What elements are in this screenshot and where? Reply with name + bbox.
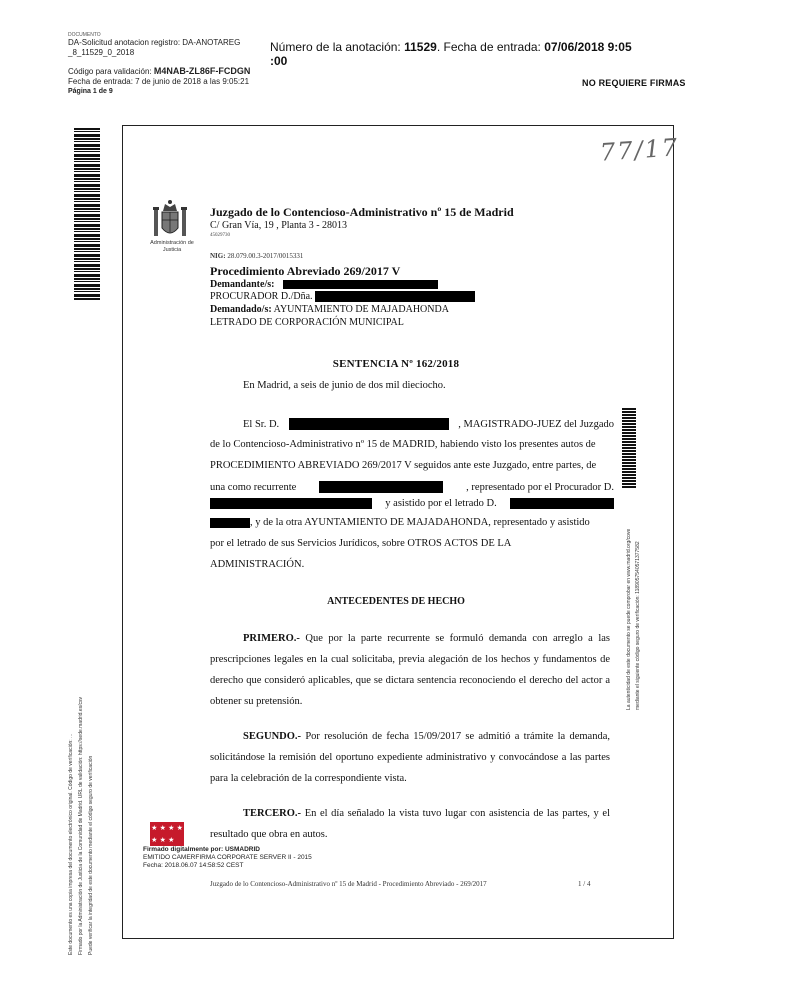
annotation-label: Número de la anotación: (270, 40, 401, 54)
registry-request-ref: DA-Solicitud anotacion registro: DA-ANOTAREG (68, 38, 241, 47)
court-code: 45029730 (210, 233, 230, 238)
handwritten-note: 77/17 (599, 133, 681, 167)
defendant-value: AYUNTAMIENTO DE MAJADAHONDA (273, 304, 449, 315)
star-icon: ★ (159, 823, 166, 832)
barcode-right (622, 408, 636, 488)
signer: EMITIDO CAMERFIRMA CORPORATE SERVER II - 2015 (143, 854, 312, 861)
star-icon: ★ (168, 835, 175, 844)
p1-line-3 (210, 460, 614, 471)
annotation-header: Número de la anotación: 11529. Fecha de entrada: 07/06/2018 9:05 :00 (270, 40, 632, 68)
redaction-block (315, 291, 475, 302)
crest-caption: Administración de Justicia (150, 240, 194, 253)
paragraph-tercero (210, 803, 610, 845)
registry-entry-date: Fecha de entrada: 7 de junio de 2018 a las 9:05:21 (68, 77, 250, 86)
plaintiff-line (210, 279, 438, 290)
defendant-line (210, 304, 449, 315)
validation-label: Código para validación: (68, 67, 152, 76)
p1-line-8-text: ADMINISTRACIÓN. (210, 559, 305, 570)
p1-line-3-text: PROCEDIMIENTO ABREVIADO 269/2017 V seguidos ante este Juzgado, entre partes, de (210, 460, 597, 471)
plaintiff-label: Demandante/s: (210, 279, 275, 290)
validation-code: M4NAB-ZL86F-FCDGN (153, 66, 251, 76)
tercero-text: En el día señalado la vista tuvo lugar con asistencia de las partes, y el resultado que obra en autos. (210, 808, 610, 840)
nig-value: 28.079.00.3-2017/0015331 (227, 252, 304, 260)
segundo-text: Por resolución de fecha 15/09/2017 se admitió a trámite la demanda, solicitándose la remisión del oportuno expediente administrativo y convocándose a las partes para la celebración de la correspondiente vista. (210, 731, 610, 784)
p1-line-6-text: , y de la otra AYUNTAMIENTO DE MAJADAHONDA, representado y asistido (250, 517, 590, 528)
entry-value: 07/06/2018 9:05 (544, 40, 632, 54)
barcode-vertical (74, 128, 100, 300)
primero-lead: PRIMERO.- (243, 633, 300, 644)
redaction-block (289, 418, 449, 430)
p1-line-4-a: una como recurrente (210, 481, 297, 493)
redaction-block (283, 280, 438, 289)
star-icon: ★ (168, 823, 175, 832)
registry-page-count: Página 1 de 9 (68, 88, 113, 95)
margin-left-text-1: Este documento es una copia impresa del documento electrónico original. Código de verificación: ... (68, 733, 74, 955)
redaction-block (210, 518, 250, 528)
footer-court-ref: Juzgado de lo Contencioso-Administrativo nº 15 de Madrid - Procedimiento Abreviado - 269/2017 (210, 880, 487, 888)
tercero-lead: TERCERO.- (243, 808, 302, 819)
redaction-block (319, 481, 443, 493)
footer-page-number: 1 / 4 (578, 880, 591, 888)
attorney-label: PROCURADOR D./Dña. (210, 291, 313, 302)
attorney-line (210, 291, 475, 302)
p1-line-4 (210, 481, 614, 493)
place-date: En Madrid, a seis de junio de dos mil dieciocho. (243, 380, 446, 391)
margin-right-text-1: La autenticidad de este documento se puede comprobar en www.madrid.org/cove (626, 528, 632, 710)
paragraph-primero (210, 628, 610, 712)
margin-left-text-3: Puede verificar la integridad de este documento mediante el código seguro de verificación (88, 755, 94, 955)
no-signature-label: NO REQUIERE FIRMAS (582, 78, 686, 88)
segundo-lead: SEGUNDO.- (243, 731, 302, 742)
margin-left-text-2: Firmado por la Administración de Justicia de la Comunidad de Madrid. URL de validación: https://sede.madrid.es/csv (78, 697, 84, 955)
coat-of-arms-icon (150, 198, 190, 244)
court-address: C/ Gran Vía, 19 , Planta 3 - 28013 (210, 220, 348, 231)
p1-line-4-b: , representado por el Procurador D. (466, 481, 614, 493)
registry-request-ref-2: _8_11529_0_2018 (68, 48, 135, 57)
signed-by: Firmado digitalmente por: USMADRID (143, 846, 261, 853)
star-icon: ★ (151, 835, 158, 844)
primero-text: Que por la parte recurrente se formuló demanda con arreglo a las prescripciones legales en la cual solicitaba, previa alegación de los hechos y fundamentos de derecho que consideró aplicables, que se dictara sentencia reconociendo el derecho del actor a obtener su pretensión. (210, 633, 610, 707)
digital-signature-block (143, 846, 403, 870)
p1-line-2-text: de lo Contencioso-Administrativo nº 15 de MADRID, habiendo visto los presentes autos de (210, 439, 596, 450)
paragraph-segundo (210, 726, 610, 789)
p1-line-7-text: por el letrado de sus Servicios Jurídicos, sobre OTROS ACTOS DE LA (210, 538, 512, 549)
p1-start: El Sr. D. (243, 418, 280, 430)
margin-right-text-2: mediante el siguiente código seguro de verificación: 1189057540571377582 (635, 541, 641, 710)
nig-label: NIG: (210, 252, 226, 260)
registry-small-label: DOCUMENTO (68, 32, 101, 38)
p1-line-5-a: y asistido por el letrado D. (385, 498, 497, 509)
entry-label: Fecha de entrada: (443, 40, 541, 54)
madrid-community-logo (150, 822, 184, 846)
sign-date: Fecha: 2018.06.07 14:58:52 CEST (143, 862, 244, 869)
p1-line-8 (210, 559, 614, 570)
redaction-block (210, 498, 372, 509)
lawyer-line: LETRADO DE CORPORACIÓN MUNICIPAL (210, 317, 404, 328)
star-icon: ★ (159, 835, 166, 844)
p1-line-2 (210, 439, 614, 450)
p1-line-7 (210, 538, 614, 549)
court-title: Juzgado de lo Contencioso-Administrativo nº 15 de Madrid (210, 205, 514, 219)
p1-line-1 (243, 418, 614, 430)
entry-value-2: :00 (270, 54, 288, 68)
p1-line-1-end: , MAGISTRADO-JUEZ del Juzgado (458, 418, 614, 430)
star-icon: ★ (176, 823, 183, 832)
section-heading-facts: ANTECEDENTES DE HECHO (327, 596, 465, 607)
registry-stamp (68, 32, 268, 97)
procedure-title: Procedimiento Abreviado 269/2017 V (210, 264, 401, 278)
star-icon: ★ (151, 823, 158, 832)
sentence-title: SENTENCIA Nº 162/2018 (332, 358, 460, 370)
defendant-label: Demandado/s: (210, 304, 272, 315)
p1-line-5 (210, 498, 614, 509)
annotation-number: 11529 (404, 40, 437, 54)
nig-line (210, 252, 303, 260)
p1-line-6 (210, 517, 614, 528)
redaction-block (510, 498, 614, 509)
